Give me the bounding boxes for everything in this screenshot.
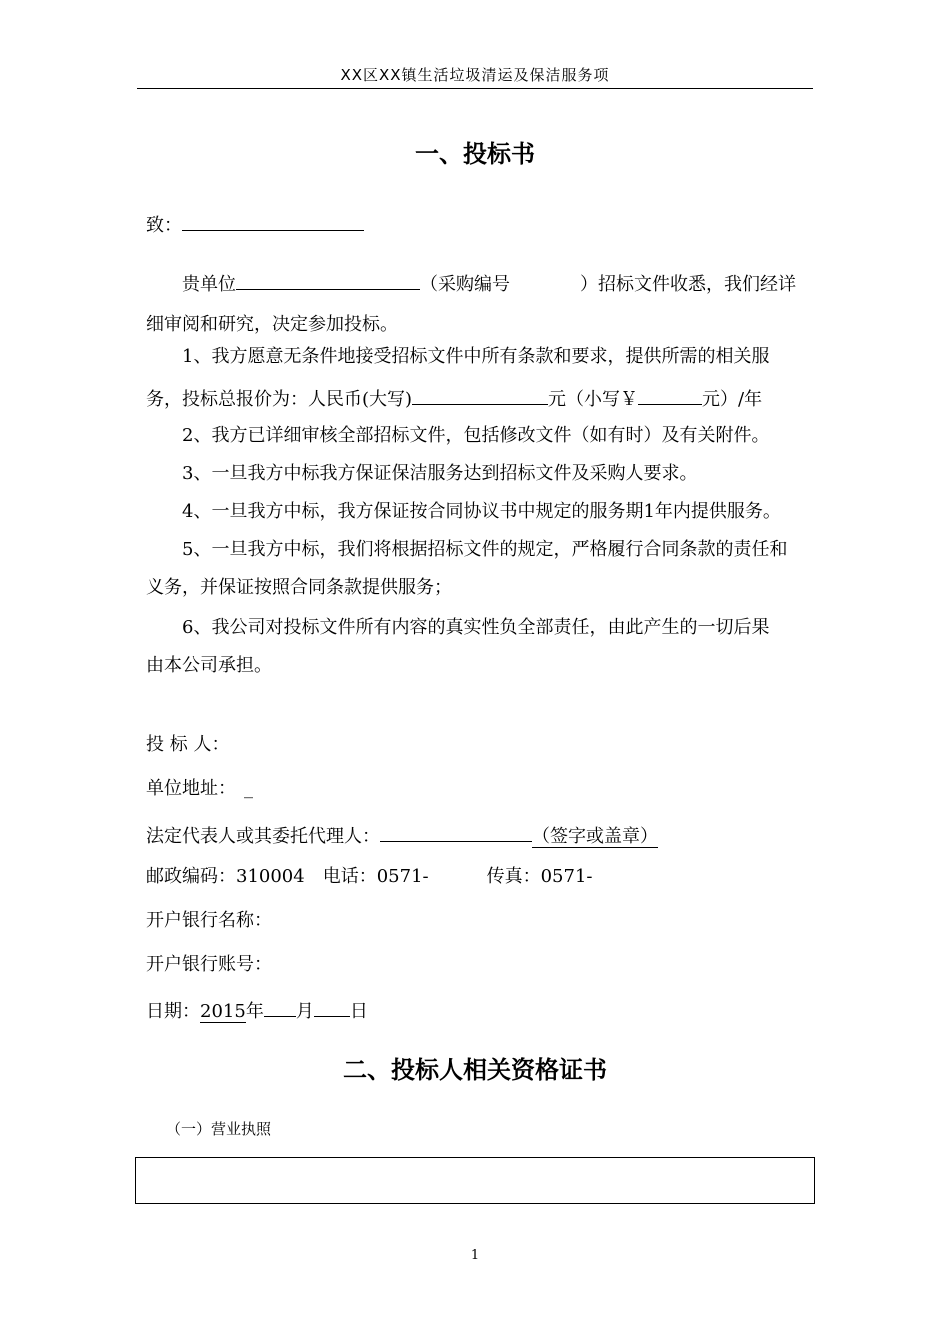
business-license-box [135,1157,815,1204]
day-unit: 日 [349,1001,368,1022]
price-lower-blank [638,384,702,405]
address-value: _ [244,778,253,799]
bidder-label: 投 标 人： [146,734,230,755]
item-1-line-1: 1、我方愿意无条件地接受招标文件中所有条款和要求，提供所需的相关服 [182,346,770,367]
price-upper-blank [412,384,548,405]
item-4: 4、一旦我方中标，我方保证按合同协议书中规定的服务期1年内提供服务。 [182,501,781,522]
intro-text-a: 贵单位 [182,274,236,295]
intro-line-1 [182,269,796,297]
unit-blank [236,269,420,290]
section-title-bid-letter: 一、投标书 [415,140,535,168]
page-number: 1 [470,1248,480,1263]
item-3: 3、一旦我方中标我方保证保洁服务达到招标文件及采购人要求。 [182,463,698,484]
postal-label: 邮政编码： [146,866,236,887]
intro-text-c: ）招标文件收悉，我们经详 [580,274,796,295]
item-1-line-2 [146,384,762,412]
date-label: 日期： [146,1001,200,1022]
day-blank [314,996,350,1017]
addressee-blank [182,210,364,231]
date-line [146,996,368,1024]
address-line [146,777,253,801]
to-label: 致： [146,215,182,236]
header-rule [137,88,813,89]
price-unit: 元）/年 [702,389,763,410]
running-header: XX区XX镇生活垃圾清运及保洁服务项 [340,66,610,84]
intro-text-b: （采购编号 [420,274,510,295]
section-title-qualifications: 二、投标人相关资格证书 [343,1056,607,1084]
business-license-heading: （一）营业执照 [166,1120,272,1138]
item-6-line-1: 6、我公司对投标文件所有内容的真实性负全部责任，由此产生的一切后果 [182,617,770,638]
year-unit: 年 [245,1001,264,1022]
phone-value: 0571- [376,866,429,887]
phone-label: 电话： [322,866,377,887]
intro-line-2: 细审阅和研究，决定参加投标。 [146,314,398,335]
total-price-label: 务，投标总报价为：人民币(大写) [146,389,413,410]
addressee-line [146,210,364,238]
fax-label: 传真： [486,866,541,887]
item-6-line-2: 由本公司承担。 [146,655,272,676]
month-unit: 月 [295,1001,314,1022]
representative-blank [380,821,532,842]
contact-line [146,865,593,889]
month-blank [264,996,296,1017]
item-2: 2、我方已详细审核全部招标文件，包括修改文件（如有时）及有关附件。 [182,425,770,446]
item-5-line-1: 5、一旦我方中标，我们将根据招标文件的规定，严格履行合同条款的责任和 [182,539,788,560]
address-label: 单位地址： [146,778,236,799]
price-lower-label: 元（小写￥ [548,389,639,410]
bank-account-label: 开户银行账号： [146,954,272,975]
bank-name-label: 开户银行名称： [146,910,272,931]
sign-or-seal-note: （签字或盖章） [532,826,658,847]
representative-line [146,821,658,849]
representative-label: 法定代表人或其委托代理人： [146,826,380,847]
fax-value: 0571- [540,866,593,887]
item-5-line-2: 义务，并保证按照合同条款提供服务； [146,577,452,598]
postal-value: 310004 [236,866,305,887]
date-year: 2015 [200,1001,246,1022]
